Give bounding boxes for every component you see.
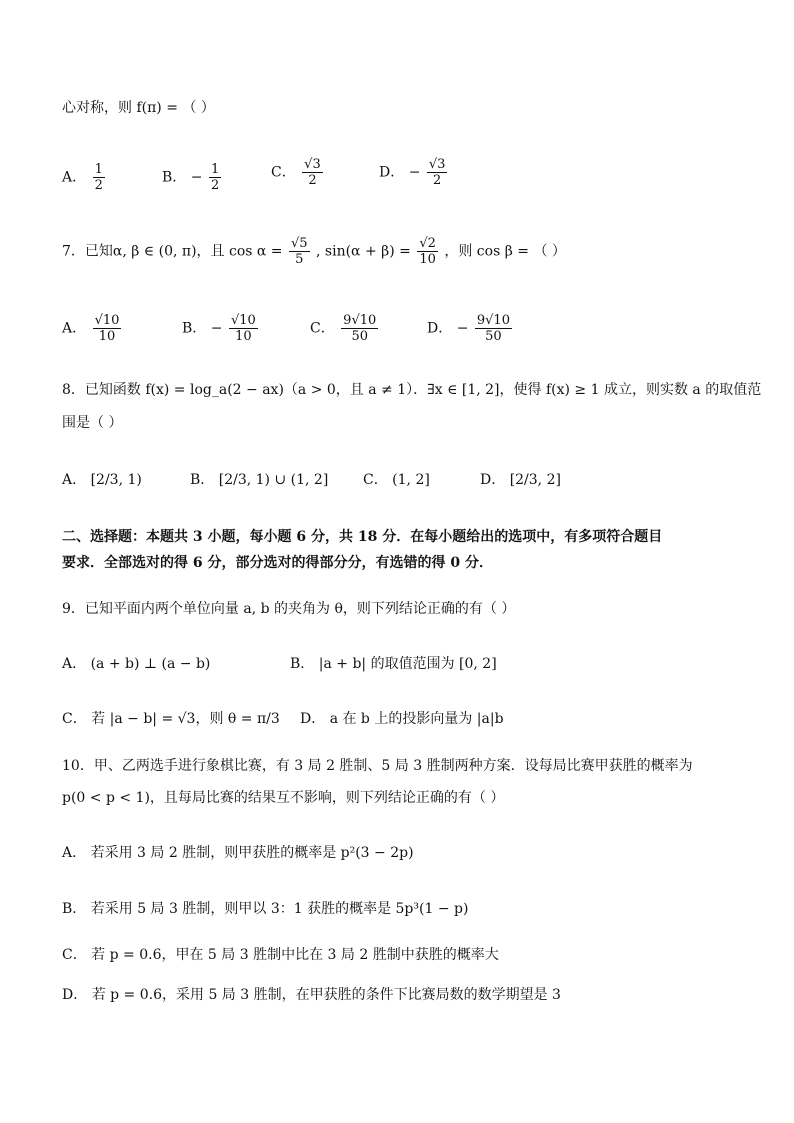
q8-stem-line-2: 围是（ ） <box>62 415 123 431</box>
q9-option-a-label: A． <box>62 656 87 672</box>
q9-option-d <box>300 709 504 729</box>
q9-option-d-label: D． <box>300 711 326 727</box>
q10-option-d <box>62 985 561 1005</box>
q8-option-c-text: (1, 2] <box>392 472 430 488</box>
q10-option-a-label: A． <box>62 845 87 861</box>
q8-option-c-label: C． <box>363 472 388 488</box>
q8-option-a-label: A． <box>62 472 87 488</box>
q7-option-a-fraction <box>93 313 122 344</box>
q6-option-b-fraction <box>209 162 221 193</box>
q9-option-b-text: |a + b| 的取值范围为 [0, 2] <box>318 656 497 672</box>
q10-stem-line-2: p(0 < p < 1)，且每局比赛的结果互不影响，则下列结论正确的有（ ） <box>62 790 505 806</box>
q7-option-c-label: C． <box>310 320 335 337</box>
q6-option-d-fraction <box>427 157 448 188</box>
q7-sin-fraction <box>417 236 438 267</box>
q6-option-b-denominator: 2 <box>210 178 220 193</box>
q6-option-a <box>62 162 107 193</box>
q10-option-c-label: C． <box>62 947 87 963</box>
q7-option-b-numerator: √10 <box>230 313 256 328</box>
q9-option-b-label: B． <box>290 656 315 672</box>
q8-stem-line-1: 8．已知函数 f(x) = log_a(2 − ax)（a > 0，且 a ≠ 1）．∃x ∈ [1, 2]，使得 f(x) ≥ 1 成立，则实数 a 的取值范 <box>62 382 762 398</box>
q7-stem-part-b: , sin(α + β) = <box>316 243 411 260</box>
q6-option-b-sign: − <box>190 169 203 186</box>
q10-option-b <box>62 899 468 919</box>
q7-stem-part-a: 7．已知α, β ∈ (0, π)，且 cos α = <box>62 243 283 260</box>
q8-option-d-text: [2/3, 2] <box>509 472 561 488</box>
q7-option-a-label: A． <box>62 320 87 337</box>
q6-option-d-denominator: 2 <box>433 173 442 188</box>
q6-option-b-numerator: 1 <box>210 162 220 177</box>
q7-sin-numerator: √2 <box>419 236 436 251</box>
q8-option-d <box>480 470 561 490</box>
q10-option-c <box>62 945 499 965</box>
q9-option-a-text: (a + b) ⊥ (a − b) <box>90 656 211 672</box>
q6-option-a-denominator: 2 <box>94 178 103 193</box>
q7-option-d-label: D． <box>427 320 453 337</box>
q7-stem <box>62 236 566 267</box>
q9-option-b <box>290 654 497 674</box>
q9-option-d-text: a 在 b 上的投影向量为 |a|b <box>329 711 504 727</box>
q7-option-d-fraction <box>475 313 512 344</box>
q6-option-c-denominator: 2 <box>308 173 317 188</box>
q10-option-b-text: 若采用 5 局 3 胜制，则甲以 3：1 获胜的概率是 5p³(1 − p) <box>90 901 469 917</box>
q6-option-c <box>271 157 325 188</box>
q7-sin-denominator: 10 <box>419 252 436 267</box>
q7-cos-alpha-fraction <box>289 236 310 267</box>
q6-stem-tail: 心对称，则 f(π) = （ ） <box>62 100 215 116</box>
q7-cos-alpha-denominator: 5 <box>295 252 304 267</box>
q10-option-b-label: B． <box>62 901 87 917</box>
q7-option-b-sign: − <box>210 320 223 337</box>
q8-option-c <box>363 470 430 490</box>
q7-option-d-numerator: 9√10 <box>476 313 510 328</box>
section-2-instructions-line-1: 二、选择题：本题共 3 小题，每小题 6 分，共 18 分．在每小题给出的选项中，有多项符合题目 <box>62 529 663 545</box>
q8-option-b-label: B． <box>190 472 215 488</box>
q9-option-a <box>62 654 210 674</box>
q9-option-c <box>62 709 280 729</box>
q8-option-a <box>62 470 142 490</box>
q7-option-c-denominator: 50 <box>351 329 368 344</box>
section-2-instructions-line-2: 要求．全部选对的得 6 分，部分选对的得部分分，有选错的得 0 分． <box>62 555 493 571</box>
q6-option-d <box>379 157 449 188</box>
q7-option-a-numerator: √10 <box>94 313 120 328</box>
q6-option-c-fraction <box>302 157 323 188</box>
q7-option-b-denominator: 10 <box>235 329 252 344</box>
q7-option-c <box>310 313 380 344</box>
q9-option-c-text: 若 |a − b| = √3，则 θ = π/3 <box>91 711 280 727</box>
q10-stem-line-1: 10．甲、乙两选手进行象棋比赛，有 3 局 2 胜制、5 局 3 胜制两种方案．设每局比赛甲获胜的概率为 <box>62 758 693 774</box>
q7-option-d-sign: − <box>456 320 469 337</box>
q7-option-d <box>427 313 514 344</box>
q7-option-d-denominator: 50 <box>485 329 502 344</box>
q10-option-a <box>62 843 414 863</box>
q8-option-b-text: [2/3, 1) ∪ (1, 2] <box>218 472 329 488</box>
q10-option-c-text: 若 p = 0.6，甲在 5 局 3 胜制中比在 3 局 2 胜制中获胜的概率大 <box>91 947 499 963</box>
q6-option-c-numerator: √3 <box>304 157 321 172</box>
q10-option-d-text: 若 p = 0.6，采用 5 局 3 胜制，在甲获胜的条件下比赛局数的数学期望是 3 <box>91 987 561 1003</box>
q6-option-a-fraction <box>93 162 105 193</box>
q7-stem-part-c: ，则 cos β = （ ） <box>444 243 566 260</box>
q6-option-b <box>162 162 223 193</box>
q7-option-c-fraction <box>341 313 378 344</box>
q6-option-b-label: B． <box>162 169 187 186</box>
q7-cos-alpha-numerator: √5 <box>291 236 308 251</box>
q7-option-c-numerator: 9√10 <box>343 313 377 328</box>
q10-option-d-label: D． <box>62 987 88 1003</box>
q6-option-c-label: C． <box>271 164 296 181</box>
q8-option-b <box>190 470 328 490</box>
q6-option-d-label: D． <box>379 164 405 181</box>
q6-option-a-numerator: 1 <box>94 162 103 177</box>
q9-stem: 9．已知平面内两个单位向量 a, b 的夹角为 θ，则下列结论正确的有（ ） <box>62 601 516 617</box>
q6-option-d-numerator: √3 <box>428 157 446 172</box>
q9-option-c-label: C． <box>62 711 87 727</box>
q7-option-a <box>62 313 123 344</box>
q8-option-d-label: D． <box>480 472 506 488</box>
q10-option-a-text: 若采用 3 局 2 胜制，则甲获胜的概率是 p²(3 − 2p) <box>90 845 414 861</box>
q7-option-b-label: B． <box>182 320 207 337</box>
q7-option-a-denominator: 10 <box>98 329 116 344</box>
q6-option-a-label: A． <box>62 169 87 186</box>
q7-option-b <box>182 313 260 344</box>
q6-option-d-sign: − <box>408 164 421 181</box>
q7-option-b-fraction <box>229 313 258 344</box>
q8-option-a-text: [2/3, 1) <box>90 472 142 488</box>
